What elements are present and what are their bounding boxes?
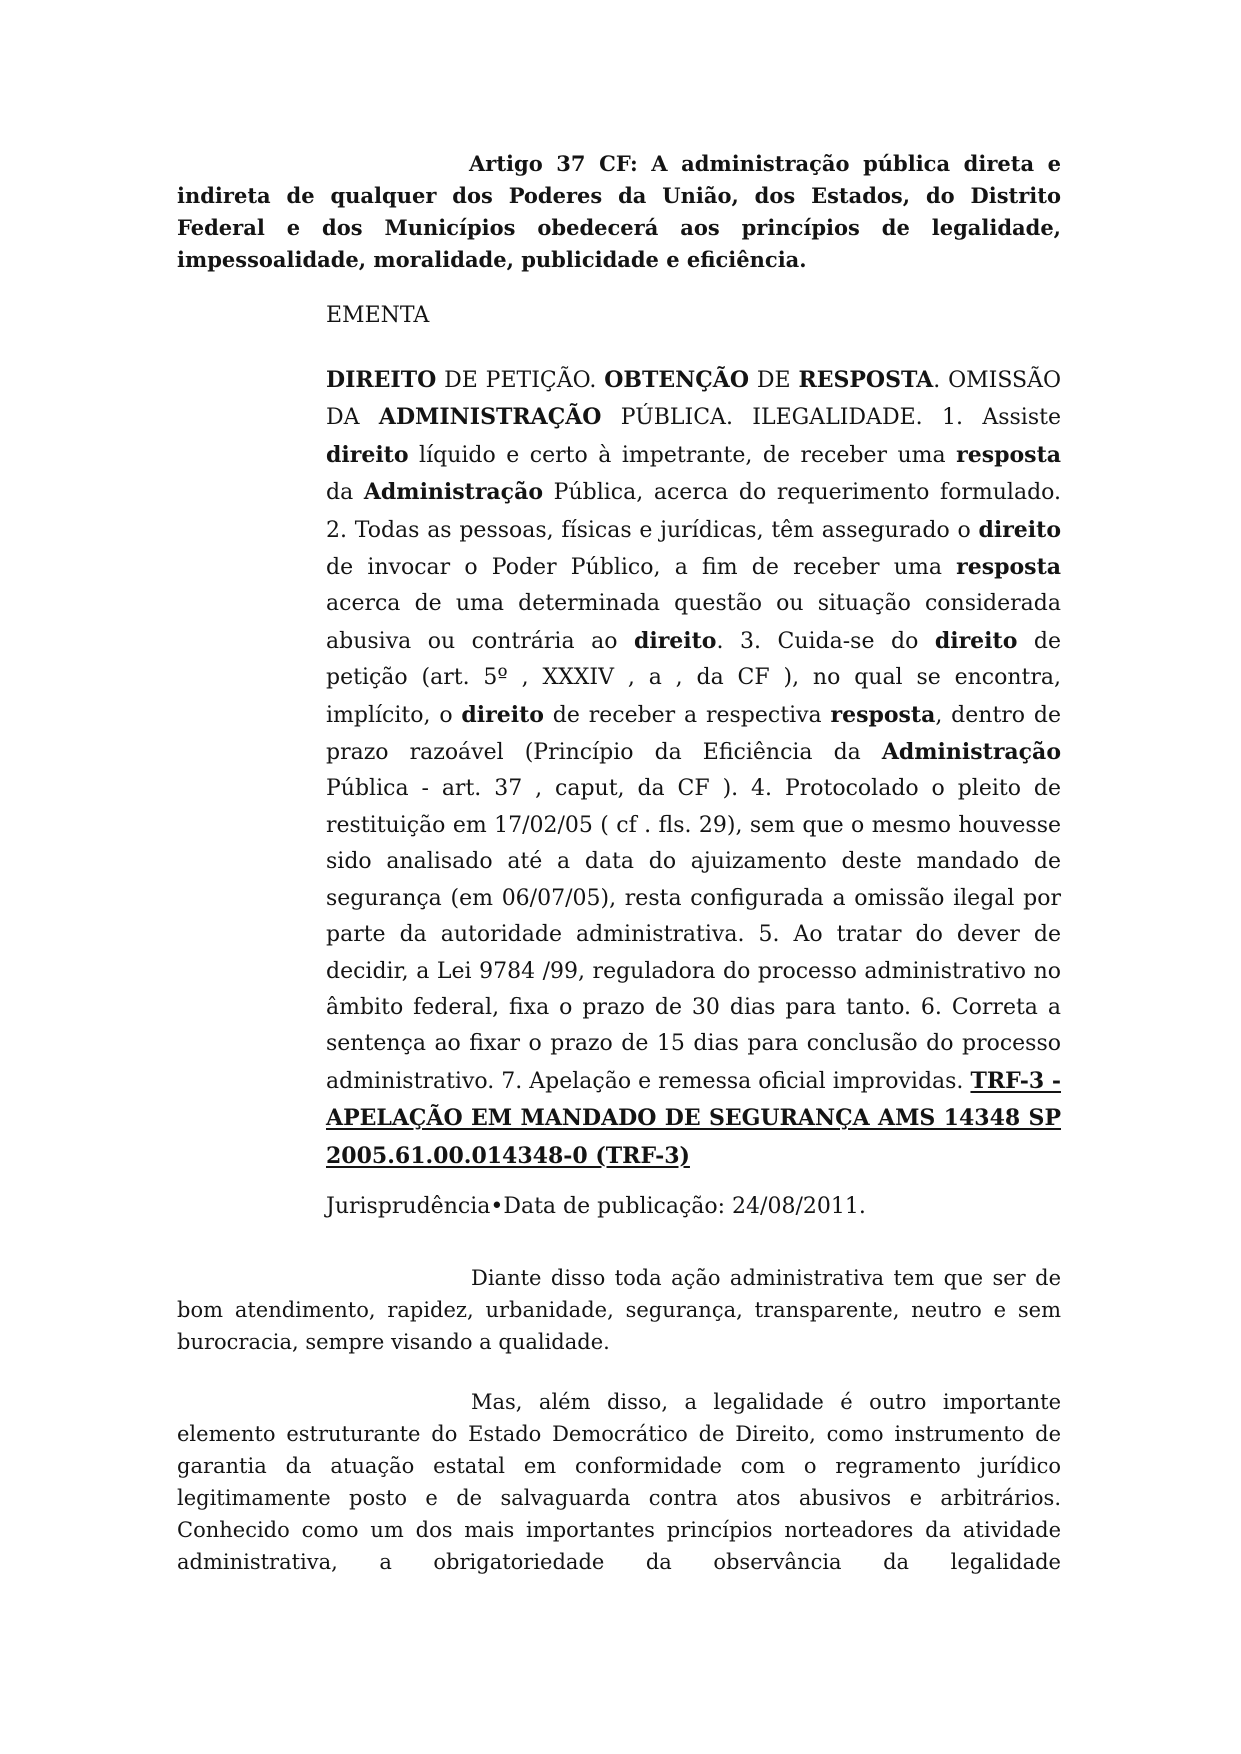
ementa-body	[326, 362, 1061, 1175]
paragraph-administrative-action: Diante disso toda ação administrativa tem que ser de bom atendimento, rapidez, urbanidade, segurança, transparente, neutro e sem burocracia, sempre visando a qualidade.	[177, 1266, 1061, 1354]
paragraph-legality: Mas, além disso, a legalidade é outro importante elemento estruturante do Estado Democrático de Direito, como instrumento de garantia da atuação estatal em conformidade com o regramento jurídico legitimamente posto e de salvaguarda contra atos abusivos e arbitrários. Conhecido como um dos mais importantes princípios norteadores da atividade administrativa, a obrigatoriedade da observância da legalidade	[177, 1390, 1061, 1574]
ementa-text: DIREITO DE PETIÇÃO. OBTENÇÃO DE RESPOSTA. OMISSÃO DA ADMINISTRAÇÃO PÚBLICA. ILEGALIDADE. 1. Assiste direito líquido e certo à impetrante, de receber uma resposta da Administração Pública, acerca do requerimento formulado. 2. Todas as pessoas, físicas e jurídicas, têm assegurado o direito de invocar o Poder Público, a fim de receber uma resposta acerca de uma determinada questão ou situação considerada abusiva ou contrária ao direito. 3. Cuida-se do direito de petição (art. 5º , XXXIV , a , da CF ), no qual se encontra, implícito, o direito de receber a respectiva resposta, dentro de prazo razoável (Princípio da Eficiência da Administração Pública - art. 37 , caput, da CF ). 4. Protocolado o pleito de restituição em 17/02/05 ( cf . fls. 29), sem que o mesmo houvesse sido analisado até a data do ajuizamento deste mandado de segurança (em 06/07/05), resta configurada a omissão ilegal por parte da autoridade administrativa. 5. Ao tratar do dever de decidir, a Lei 9784 /99, reguladora do processo administrativo no âmbito federal, fixa o prazo de 30 dias para tanto. 6. Correta a sentença ao fixar o prazo de 15 dias para conclusão do processo administrativo. 7. Apelação e remessa oficial improvidas. TRF-3 - APELAÇÃO EM MANDADO DE SEGURANÇA AMS 14348 SP 2005.61.00.014348-0 (TRF-3)	[326, 367, 1062, 1169]
article-37-text: Artigo 37 CF: A administração pública direta e indireta de qualquer dos Poderes da União, dos Estados, do Distrito Federal e dos Municípios obedecerá aos princípios de legalidade, impessoalidade, moralidade, publicidade e eficiência.	[177, 151, 1061, 272]
ementa-heading: EMENTA	[326, 303, 430, 328]
case-citation: TRF-3 - APELAÇÃO EM MANDADO DE SEGURANÇA AMS 14348 SP 2005.61.00.014348-0 (TRF-3)	[326, 1067, 1061, 1169]
jurisprudence-date: Jurisprudência•Data de publicação: 24/08/2011.	[326, 1194, 866, 1219]
article-37-quote	[177, 148, 1061, 276]
